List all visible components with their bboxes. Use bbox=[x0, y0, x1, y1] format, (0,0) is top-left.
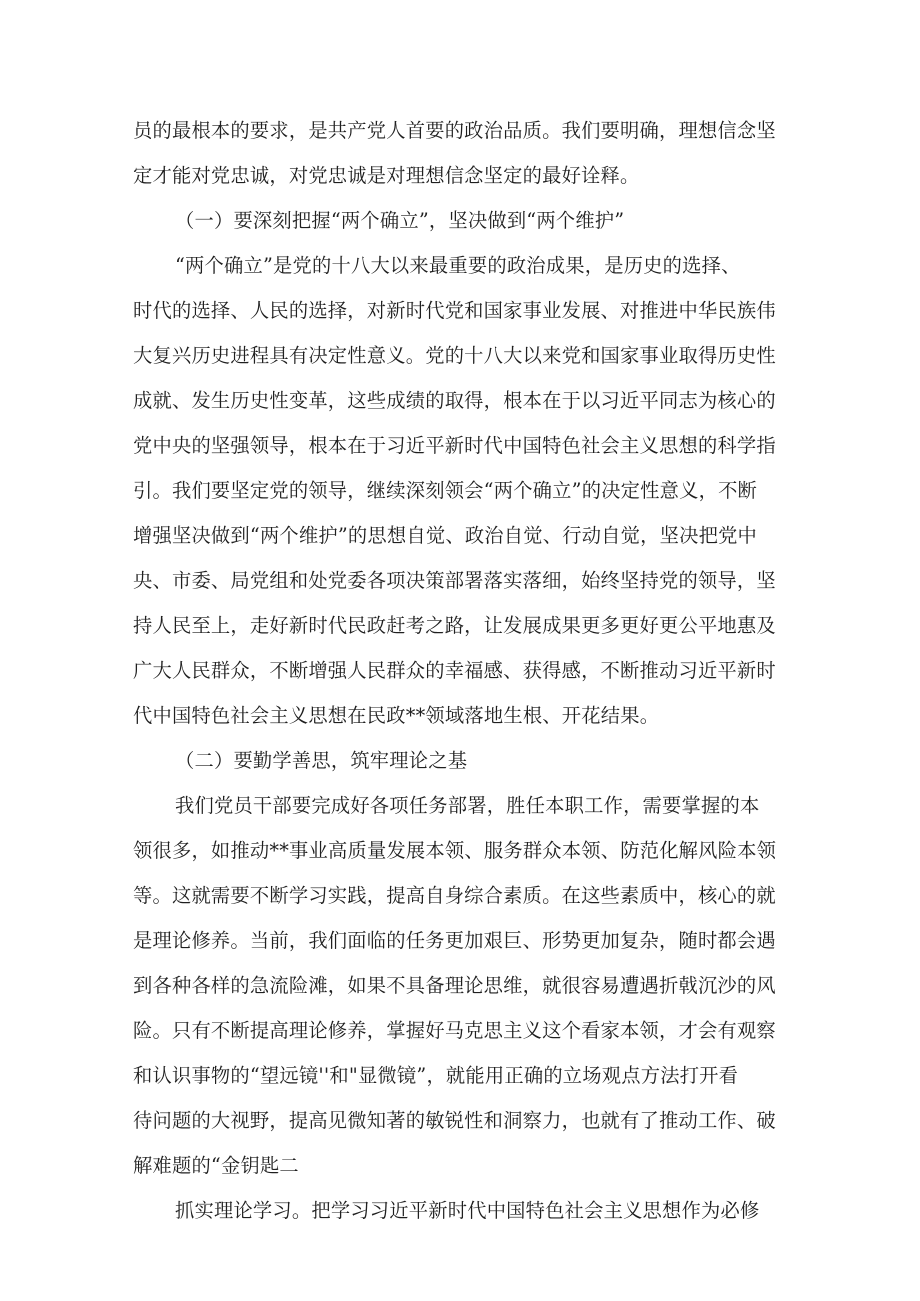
text-line: 增强坚决做到“两个维护”的思想自觉、政治自觉、行动自觉，坚决把党中 bbox=[133, 524, 758, 547]
text-line: 代中国特色社会主义思想在民政**领域落地生根、开花结果。 bbox=[133, 704, 660, 727]
text-line: 时代的选择、人民的选择，对新时代党和国家事业发展、对推进中华民族伟 bbox=[133, 299, 776, 322]
text-line: 解难题的“金钥匙二 bbox=[133, 1154, 299, 1177]
text-line: 广大人民群众，不断增强人民群众的幸福感、获得感，不断推动习近平新时 bbox=[133, 659, 776, 682]
text-line: 领很多，如推动**事业高质量发展本领、服务群众本领、防范化解风险本领 bbox=[133, 839, 777, 862]
text-line: 等。这就需要不断学习实践，提高自身综合素质。在这些素质中，核心的就 bbox=[133, 884, 776, 907]
paragraph-first-line: “两个确立”是党的十八大以来最重要的政治成果，是历史的选择、 bbox=[175, 254, 741, 277]
document-body bbox=[133, 108, 790, 1233]
text-line: 和认识事物的“望远镜''和"显微镜”，就能用正确的立场观点方法打开看 bbox=[133, 1064, 739, 1087]
text-line: 党中央的坚强领导，根本在于习近平新时代中国特色社会主义思想的科学指 bbox=[133, 434, 776, 457]
paragraph-first-line: 抓实理论学习。把学习习近平新时代中国特色社会主义思想作为必修 bbox=[175, 1199, 760, 1222]
text-line: 持人民至上，走好新时代民政赶考之路，让发展成果更多更好更公平地惠及 bbox=[133, 614, 776, 637]
paragraph-first-line: 我们党员干部要完成好各项任务部署，胜任本职工作，需要掌握的本 bbox=[175, 794, 760, 817]
section-heading: （二）要勤学善思，筑牢理论之基 bbox=[175, 749, 468, 772]
text-line: 央、市委、局党组和处党委各项决策部署落实落细，始终坚持党的领导，坚 bbox=[133, 569, 776, 592]
text-line: 员的最根本的要求，是共产党人首要的政治品质。我们要明确，理想信念坚 bbox=[133, 119, 776, 142]
text-line: 是理论修养。当前，我们面临的任务更加艰巨、形势更加复杂，随时都会遇 bbox=[133, 929, 776, 952]
section-heading: （一）要深刻把握“两个确立”，坚决做到“两个维护” bbox=[175, 209, 625, 232]
text-line: 定才能对党忠诚，对党忠诚是对理想信念坚定的最好诠释。 bbox=[133, 164, 640, 187]
text-line: 引。我们要坚定党的领导，继续深刻领会“两个确立”的决定性意义，不断 bbox=[133, 479, 758, 502]
text-line: 成就、发生历史性变革，这些成绩的取得，根本在于以习近平同志为核心的 bbox=[133, 389, 776, 412]
text-line: 险。只有不断提高理论修养，掌握好马克思主义这个看家本领，才会有观察 bbox=[133, 1019, 776, 1042]
text-line: 大复兴历史进程具有决定性意义。党的十八大以来党和国家事业取得历史性 bbox=[133, 344, 776, 367]
text-line: 待问题的大视野，提高见微知著的敏锐性和洞察力，也就有了推动工作、破 bbox=[133, 1109, 776, 1132]
text-line: 到各种各样的急流险滩，如果不具备理论思维，就很容易遭遇折戟沉沙的风 bbox=[133, 974, 776, 997]
